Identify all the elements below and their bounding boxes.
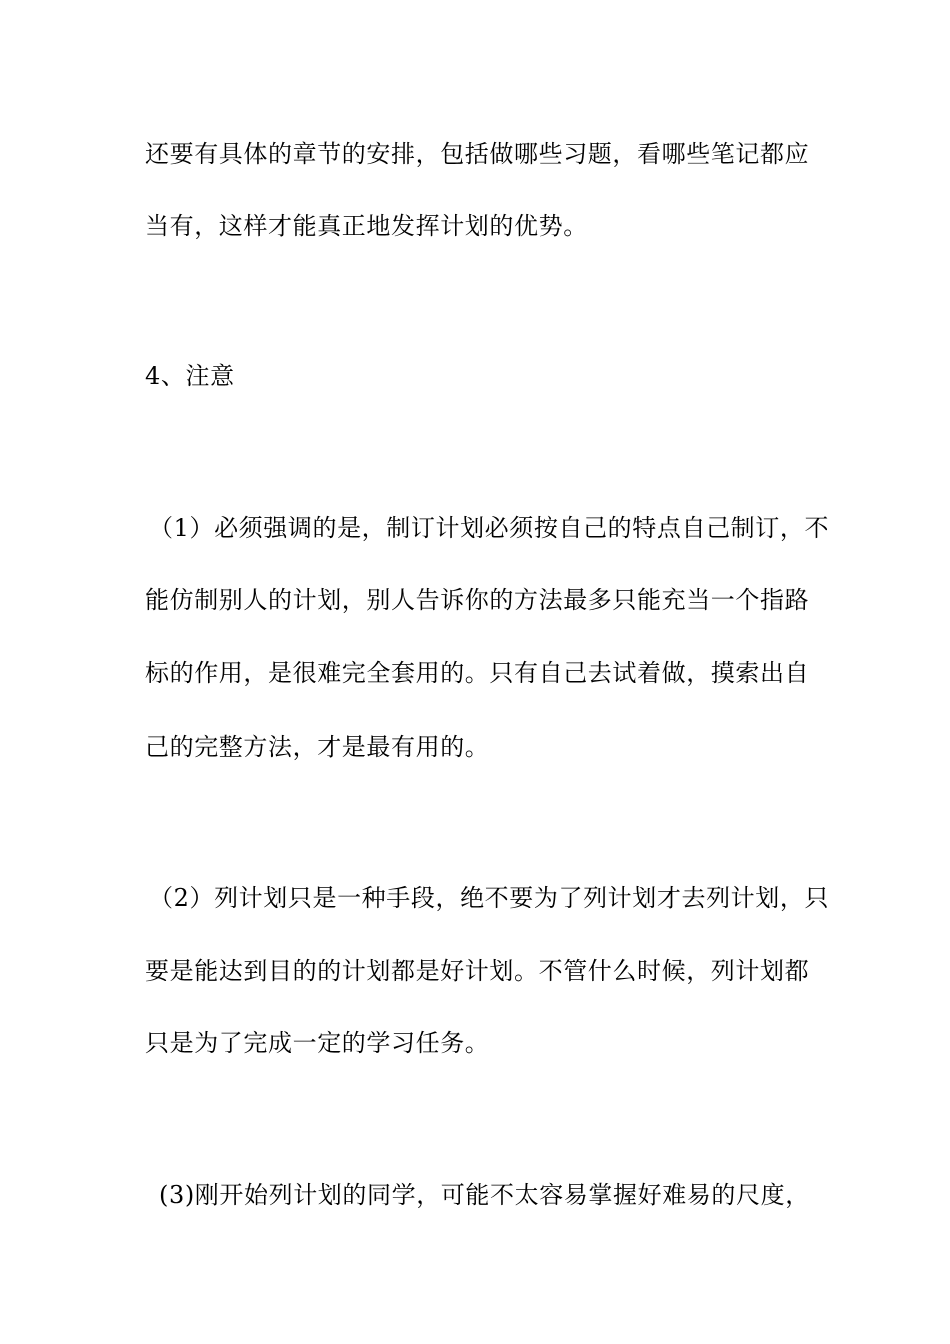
- paragraph-2-line-2: 能仿制别人的计划，别人告诉你的方法最多只能充当一个指路: [145, 586, 810, 614]
- paragraph-2-line-4: 己的完整方法，才是最有用的。: [145, 733, 490, 761]
- paragraph-2-line-1: （1）必须强调的是，制订计划必须按自己的特点自己制订，不: [149, 514, 830, 542]
- paragraph-2-line-3: 标的作用，是很难完全套用的。只有自己去试着做，摸索出自: [145, 659, 810, 687]
- section-heading: 4、注意: [145, 362, 235, 390]
- paragraph-4-line-1: (3)刚开始列计划的同学，可能不太容易掌握好难易的尺度，: [159, 1181, 810, 1209]
- paragraph-1-line-2: 当有，这样才能真正地发挥计划的优势。: [145, 212, 588, 240]
- paragraph-3-line-3: 只是为了完成一定的学习任务。: [145, 1029, 490, 1057]
- paragraph-3-line-1: （2）列计划只是一种手段，绝不要为了列计划才去列计划，只: [149, 884, 830, 912]
- paragraph-1-line-1: 还要有具体的章节的安排，包括做哪些习题，看哪些笔记都应: [145, 140, 810, 168]
- paragraph-3-line-2: 要是能达到目的的计划都是好计划。不管什么时候，列计划都: [145, 957, 810, 985]
